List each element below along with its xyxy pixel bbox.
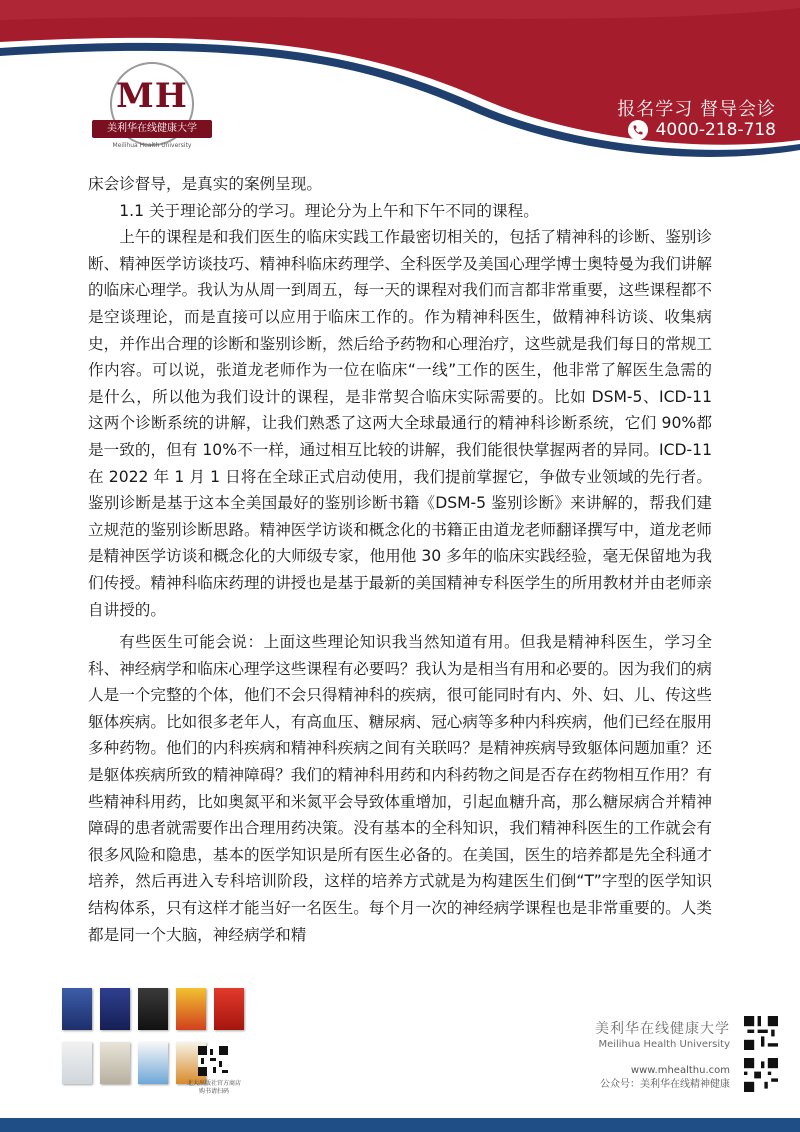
bookstore-qr-code[interactable] — [198, 1046, 228, 1076]
phone-number: 4000-218-718 — [655, 120, 776, 140]
footer-bottom-bar — [0, 1118, 800, 1132]
university-logo — [92, 62, 212, 172]
book-cover[interactable] — [62, 988, 92, 1030]
book-cover[interactable] — [100, 988, 130, 1030]
wechat-qr-code[interactable] — [744, 1058, 778, 1092]
logo-ribbon-name: 美利华在线健康大学 — [92, 120, 212, 138]
paragraph-morning-courses: 上午的课程是和我们医生的临床实践工作最密切相关的，包括了精神科的诊断、鉴别诊断、精神医学访谈技巧、精神科临床药理学、全科医学及美国心理学博士奥特曼为我们讲解的临床心理学。我认为从周一到周五，每一天的课程对我们而言都非常重要，这些课程都不是空谈理论，而是直接可以应用于临床工作的。作为精神科医生，做精神科访谈、收集病史，并作出合理的诊断和鉴别诊断，然后给予药物和心理治疗，这些就是我们每日的常规工作内容。可以说，张道龙老师作为一位在临床“一线”工作的医生，他非常了解医生急需的是什么，所以他为我们设计的课程，是非常契合临床实际需要的。比如 DSM-5、ICD-11 这两个诊断系统的讲解，让我们熟悉了这两大全球最通行的精神科诊断系统，它们 90%都是一致的，但有 10%不一样，通过相互比较的讲解，我们能很快掌握两者的异同。ICD-11 在 2022 年 1 月 1 日将在全球正式启动使用，我们提前掌握它，争做专业领域的先行者。鉴别诊断是基于这本全美国最好的鉴别诊断书籍《DSM-5 鉴别诊断》来讲解的，帮我们建立规范的鉴别诊断思路。精神医学访谈和概念化的书籍正由道龙老师翻译撰写中，道龙老师是精神医学访谈和概念化的大师级专家，他用他 30 多年的临床实践经验，毫无保留地为我们传授。精神科临床药理的讲授也是基于最新的美国精神专科医学生的所用教材并由老师亲自讲授的。 — [88, 228, 712, 619]
paragraph-continued: 床会诊督导，是真实的案例呈现。 — [88, 175, 322, 193]
paragraph-general-knowledge: 有些医生可能会说：上面这些理论知识我当然知道有用。但我是精神科医生，学习全科、神经病学和临床心理学这些课程有必要吗？我认为是相当有用和必要的。因为我们的病人是一个完整的个体，他们不会只得精神科的疾病，很可能同时有内、外、妇、儿、传这些躯体疾病。比如很多老年人，有高血压、糖尿病、冠心病等多种内科疾病，他们已经在服用多种药物。他们的内科疾病和精神科疾病之间有关联吗？是精神疾病导致躯体问题加重？还是躯体疾病所致的精神障碍？我们的精神科用药和内科药物之间是否存在药物相互作用？有些精神科用药，比如奥氮平和米氮平会导致体重增加，引起血糖升高，那么糖尿病合并精神障碍的患者就需要作出合理用药决策。没有基本的全科知识，我们精神科医生的工作就会有很多风险和隐患，基本的医学知识是所有医生必备的。在美国，医生的培养都是先全科通才培养，然后再进入专科培训阶段，这样的培养方式就是为构建医生们倒“T”字型的医学知识结构体系，只有这样才能当好一名医生。每个月一次的神经病学课程也是非常重要的。人类都是同一个大脑，神经病学和精 — [88, 633, 712, 944]
book-cover[interactable] — [214, 988, 244, 1030]
article-body — [88, 171, 712, 948]
footer-contact-block — [595, 1020, 730, 1092]
website-qr-code[interactable] — [744, 1016, 778, 1050]
header-phone-line[interactable] — [628, 120, 776, 140]
footer-public-account: 公众号：美利华在线精神健康 — [600, 1079, 730, 1090]
book-cover[interactable] — [138, 1042, 168, 1084]
footer-org-name-cn: 美利华在线健康大学 — [595, 1021, 730, 1037]
bookstore-qr-caption: 北大出版社官方商店 购书请扫码 — [186, 1080, 241, 1095]
header-slogan: 报名学习 督导会诊 — [617, 99, 776, 120]
book-cover[interactable] — [100, 1042, 130, 1084]
footer-website-link[interactable]: www.mhealthu.com — [630, 1065, 730, 1076]
paragraph-section-heading: 1.1 关于理论部分的学习。理论分为上午和下午不同的课程。 — [119, 201, 539, 220]
book-cover[interactable] — [138, 988, 168, 1030]
logo-mark-text: MH — [116, 76, 188, 116]
book-cover[interactable] — [176, 988, 206, 1030]
book-cover[interactable] — [62, 1042, 92, 1084]
logo-english-name: Meilihua Health University — [112, 142, 192, 149]
phone-icon — [628, 120, 648, 140]
footer-org-name-en: Meilihua Health University — [598, 1039, 730, 1050]
